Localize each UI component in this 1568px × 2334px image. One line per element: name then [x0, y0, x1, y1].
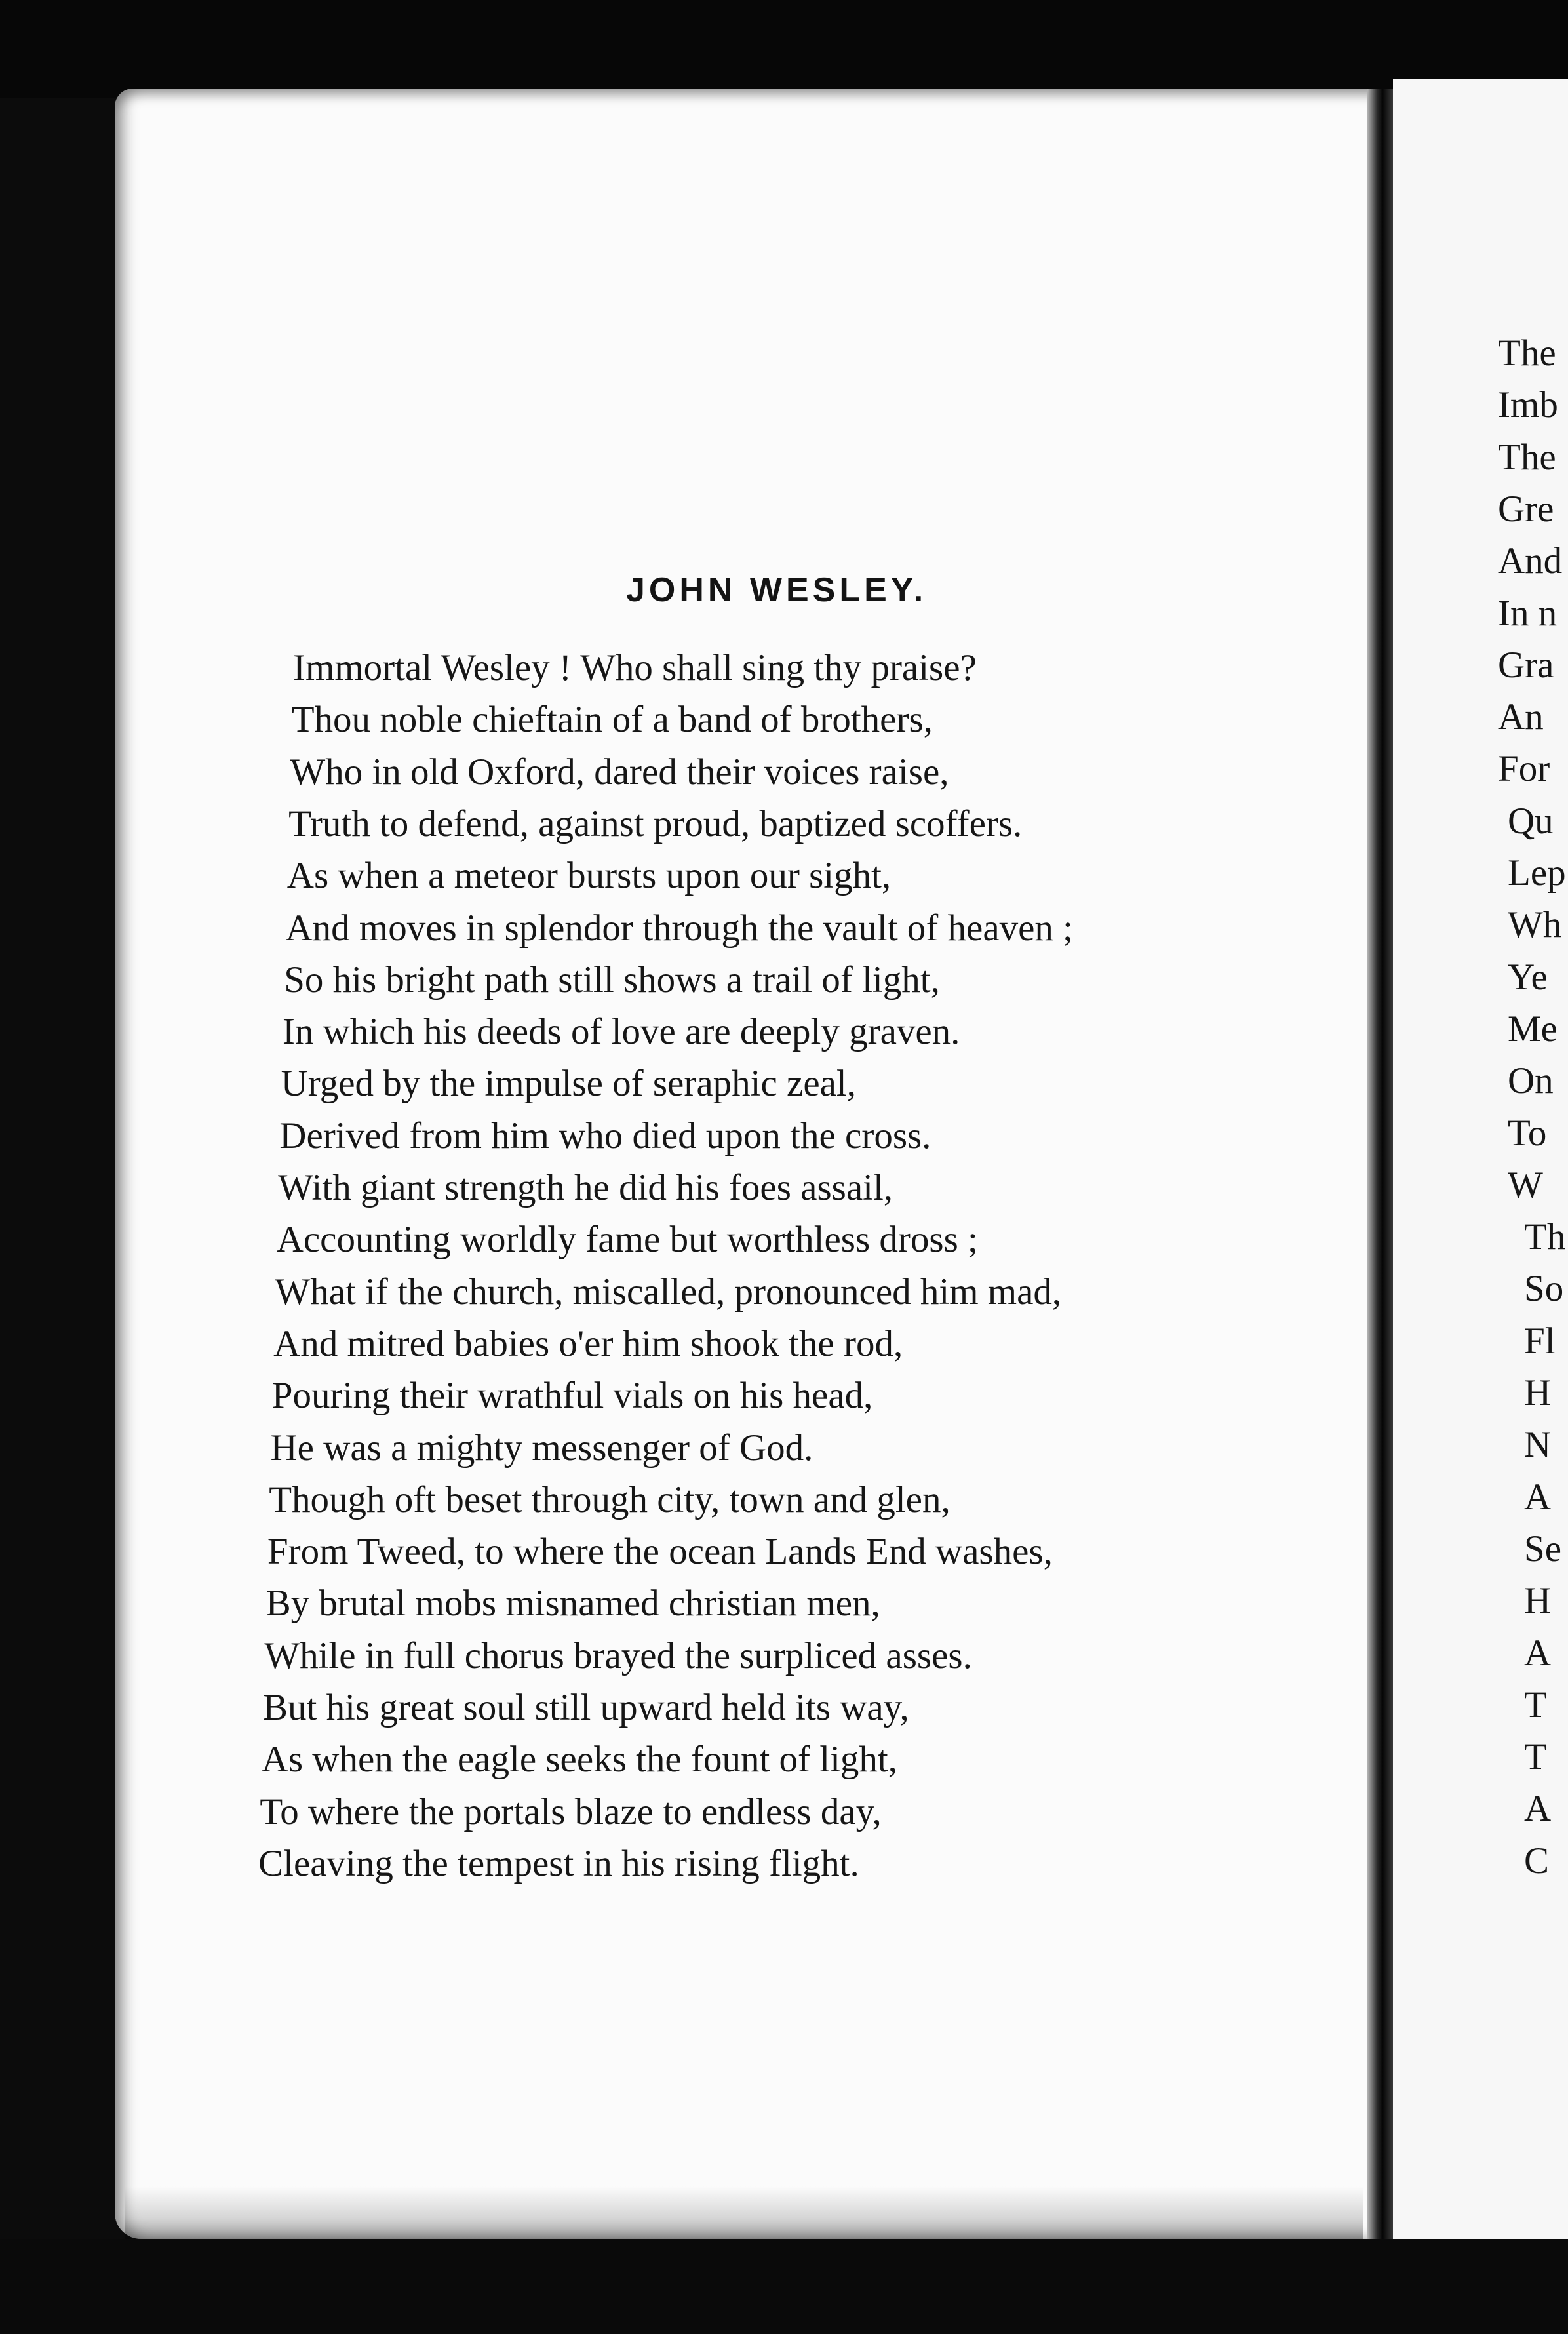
poem-line: Who in old Oxford, dared their voices raise, [290, 751, 949, 793]
facing-page-line: Th [1524, 1216, 1566, 1258]
facing-page-line: Wh [1508, 904, 1562, 946]
page-bottom-edge [125, 2186, 1363, 2239]
facing-page-line: H [1524, 1372, 1552, 1414]
facing-page-line: H [1524, 1580, 1552, 1622]
facing-page-line: A [1524, 1476, 1552, 1518]
facing-page-line: Gre [1498, 488, 1554, 530]
facing-page-line: The [1498, 332, 1556, 374]
facing-page-line: So [1524, 1268, 1564, 1310]
facing-page-line: Imb [1498, 384, 1558, 426]
facing-page-text [1393, 315, 1568, 1967]
poem-line: In which his deeds of love are deeply graven. [282, 1011, 960, 1053]
poem-line: To where the portals blaze to endless day, [260, 1790, 882, 1832]
facing-page-line: W [1508, 1164, 1543, 1206]
facing-page-line: On [1508, 1060, 1554, 1102]
facing-page-line: T [1524, 1736, 1547, 1778]
facing-page-line: And [1498, 540, 1563, 582]
facing-page-line: Ye [1508, 956, 1548, 998]
facing-page-line: Me [1508, 1008, 1558, 1050]
poem-line: As when the eagle seeks the fount of light, [261, 1739, 898, 1781]
facing-page-line: Qu [1508, 800, 1554, 842]
facing-page-line: C [1524, 1840, 1550, 1882]
scanner-background-bottom [0, 2239, 1568, 2334]
facing-page-line: Se [1524, 1528, 1561, 1570]
facing-page-line: To [1508, 1112, 1547, 1154]
facing-page-line: A [1524, 1632, 1552, 1674]
facing-page-line: An [1498, 696, 1544, 738]
poem-line: Truth to defend, against proud, baptized scoffers. [288, 802, 1023, 844]
facing-page-line: Gra [1498, 644, 1554, 686]
facing-page-line: A [1524, 1788, 1552, 1830]
poem-line: Derived from him who died upon the cross. [279, 1115, 931, 1157]
facing-page-line: Lep [1508, 852, 1566, 894]
poem-line: So his bright path still shows a trail of light, [284, 959, 940, 1000]
poem-line: And mitred babies o'er him shook the rod, [273, 1322, 903, 1364]
facing-page-line: In n [1498, 592, 1558, 634]
poem-line: Immortal Wesley ! Who shall sing thy praise? [293, 647, 977, 688]
facing-page-line: Fl [1524, 1320, 1556, 1362]
facing-page-line: N [1524, 1424, 1552, 1466]
poem-line: Though oft beset through city, town and glen, [269, 1478, 951, 1520]
poem-line: Thou noble chieftain of a band of brothers, [291, 699, 933, 741]
poem-line: With giant strength he did his foes assail, [278, 1167, 893, 1208]
facing-page-line: T [1524, 1684, 1547, 1726]
poem-line: Urged by the impulse of seraphic zeal, [281, 1063, 856, 1105]
poem-line: While in full chorus brayed the surpliced asses. [264, 1634, 972, 1676]
poem-title: JOHN WESLEY. [626, 571, 928, 609]
poem-line: But his great soul still upward held its way, [263, 1687, 909, 1728]
poem-line: What if the church, miscalled, pronounced him mad, [275, 1271, 1062, 1313]
poem-line: As when a meteor bursts upon our sight, [286, 855, 892, 897]
facing-page-line: The [1498, 436, 1556, 478]
poem-line: He was a mighty messenger of God. [270, 1427, 813, 1469]
poem-line: By brutal mobs misnamed christian men, [265, 1583, 880, 1625]
poem-line: From Tweed, to where the ocean Lands End washes, [267, 1531, 1053, 1573]
poem-line: And moves in splendor through the vault of heaven ; [285, 907, 1074, 949]
facing-page-line: For [1498, 748, 1550, 790]
poem-line: Pouring their wrathful vials on his head, [271, 1375, 873, 1417]
poem-line: Accounting worldly fame but worthless dross ; [276, 1219, 978, 1261]
poem-line: Cleaving the tempest in his rising flight. [258, 1842, 859, 1884]
